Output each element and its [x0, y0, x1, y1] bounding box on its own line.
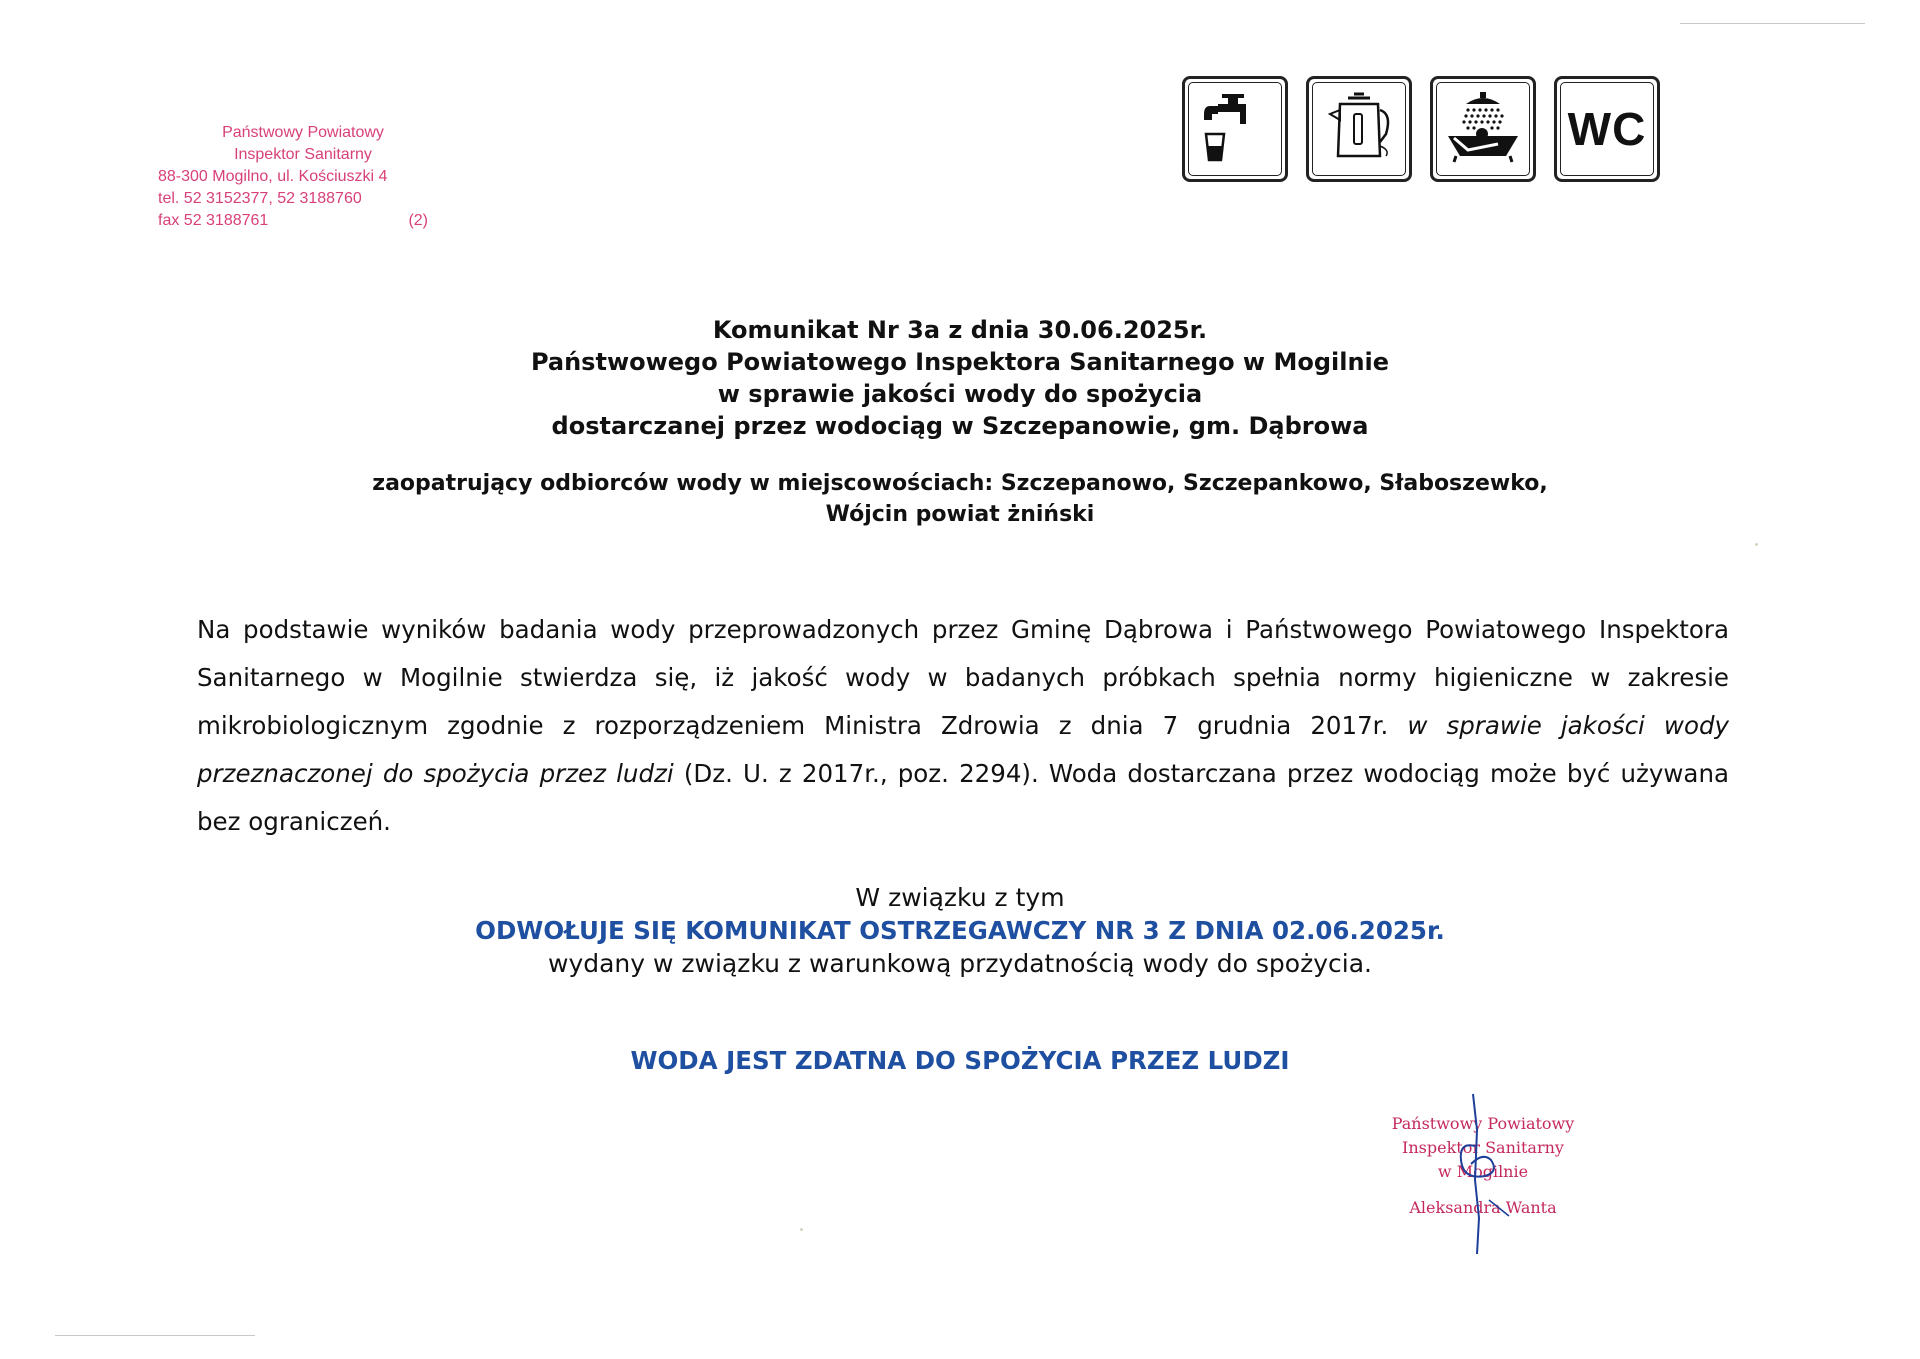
- revocation-statement: [0, 881, 1920, 980]
- kettle-icon: [1306, 76, 1412, 182]
- notice-heading: [0, 314, 1920, 442]
- tap-glass-icon: [1182, 76, 1288, 182]
- office-stamp: [158, 122, 448, 232]
- scan-edge-line: [55, 1335, 255, 1336]
- notice-supplier: dostarczanej przez wodociąg w Szczepanowie, gm. Dąbrowa: [551, 412, 1369, 440]
- signature-stamp-line: w Mogilnie: [1437, 1162, 1529, 1181]
- stamp-address: 88-300 Mogilno, ul. Kościuszki 4: [158, 168, 388, 185]
- body-part-2: (Dz. U. z 2017r., poz. 2294). Woda dostarczana przez wodociąg może być używana bez ograniczeń.: [197, 759, 1729, 836]
- scan-edge-line: [1680, 23, 1865, 24]
- wc-label: WC: [1567, 103, 1647, 155]
- water-use-pictograms: [1182, 76, 1660, 182]
- notice-subject: w sprawie jakości wody do spożycia: [717, 380, 1203, 408]
- scan-speck: [800, 1228, 803, 1231]
- signatory-name: Aleksandra Wanta: [1409, 1198, 1557, 1217]
- statement-reason: wydany w związku z warunkową przydatnością wody do spożycia.: [548, 949, 1372, 978]
- supply-localities: zaopatrujący odbiorców wody w miejscowościach: Szczepanowo, Szczepankowo, Słaboszewko,: [372, 471, 1548, 496]
- signature-stamp-line: Państwowy Powiatowy: [1391, 1114, 1575, 1133]
- body-part-1: Na podstawie wyników badania wody przeprowadzonych przez Gminę Dąbrowa i Państwowego Powiatowego Inspektora Sanitarnego w Mogilnie stwierdza się, iż jakość wody w badanych próbkach spełnia normy higieniczne w zakresie mikrobiologicznym zgodnie z rozporządzeniem Ministra Zdrowia z dnia 7 grudnia 2017r.: [197, 615, 1729, 740]
- revocation-notice: ODWOŁUJE SIĘ KOMUNIKAT OSTRZEGAWCZY NR 3 Z DNIA 02.06.2025r.: [475, 916, 1445, 945]
- statement-intro: W związku z tym: [855, 883, 1065, 912]
- body-regulation-title: w sprawie jakości wody przeznaczonej do spożycia przez ludzi: [197, 711, 1729, 788]
- supply-localities-cont: Wójcin powiat żniński: [825, 502, 1095, 527]
- stamp-fax: fax 52 3188761: [158, 212, 269, 229]
- notice-title: Komunikat Nr 3a z dnia 30.06.2025r.: [712, 316, 1208, 344]
- shower-bath-icon: [1430, 76, 1536, 182]
- wc-icon: [1554, 76, 1660, 182]
- final-verdict: WODA JEST ZDATNA DO SPOŻYCIA PRZEZ LUDZI: [630, 1046, 1290, 1075]
- stamp-phone: tel. 52 3152377, 52 3188760: [158, 190, 362, 207]
- handwritten-signature: [1405, 1090, 1555, 1260]
- scan-speck: [1755, 543, 1758, 546]
- notice-issuer: Państwowego Powiatowego Inspektora Sanitarnego w Mogilnie: [530, 348, 1390, 376]
- stamp-line: Inspektor Sanitarny: [234, 146, 372, 163]
- signature-stamp-line: Inspektor Sanitarny: [1402, 1138, 1564, 1157]
- stamp-fax-row: [158, 210, 448, 232]
- supply-area: [0, 468, 1920, 530]
- stamp-line: Państwowy Powiatowy: [222, 124, 384, 141]
- stamp-copy-mark: (2): [408, 212, 428, 229]
- notice-body: [197, 606, 1729, 846]
